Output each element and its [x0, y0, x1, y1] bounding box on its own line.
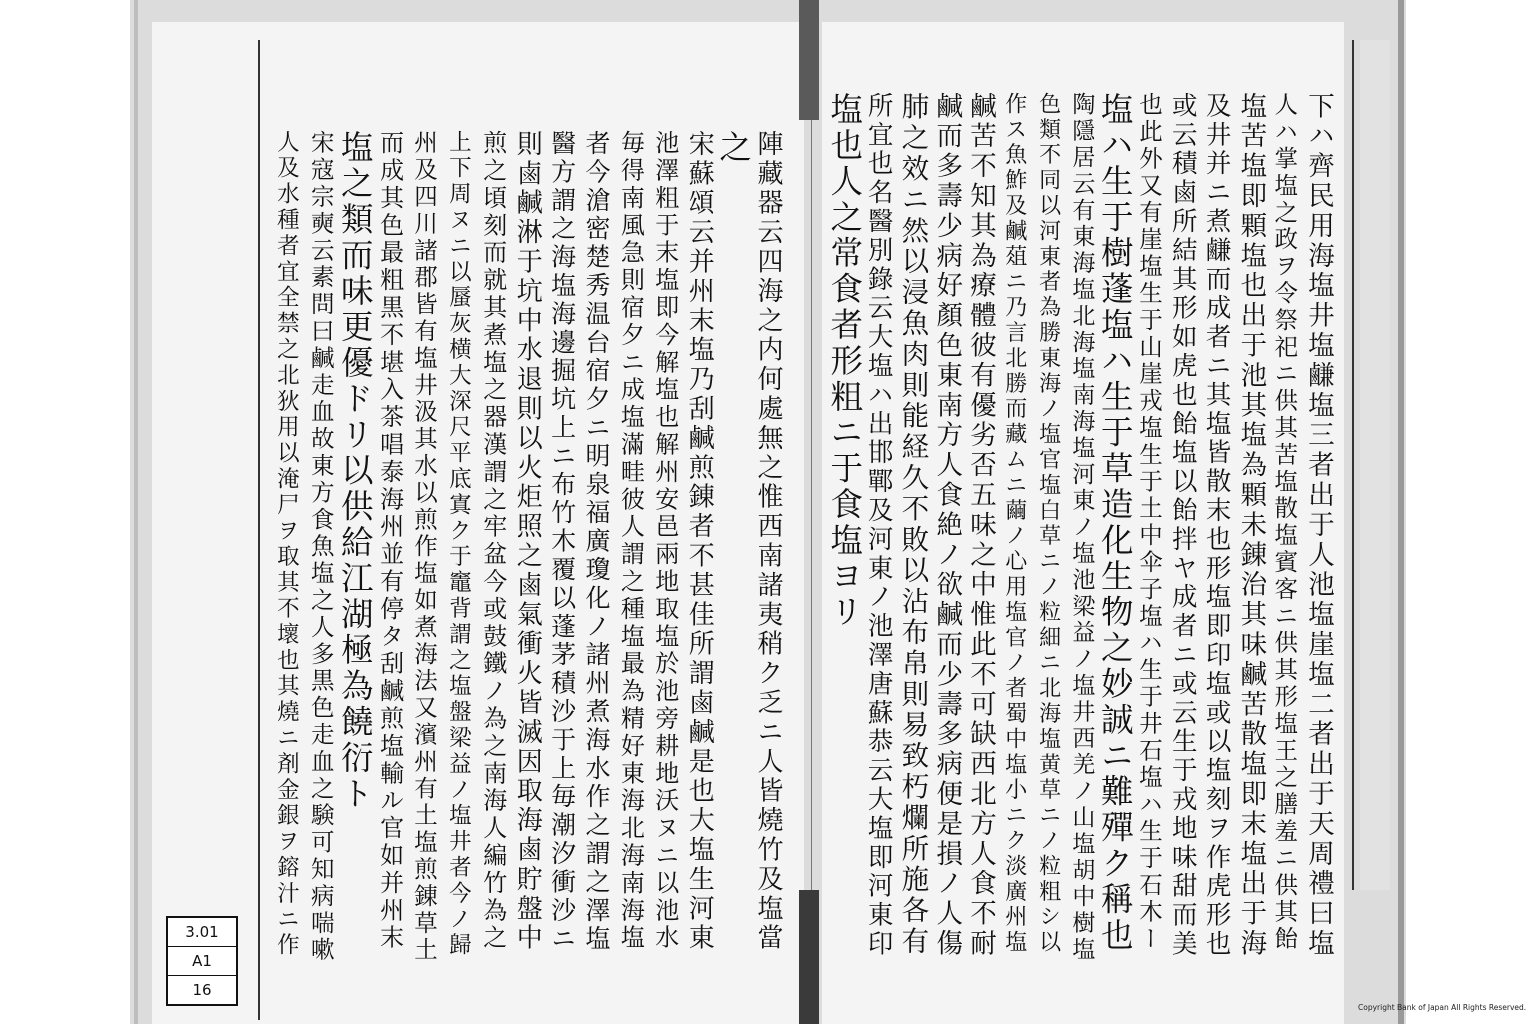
text-column: 之: [714, 130, 753, 166]
catalog-label-line: 16: [192, 981, 212, 999]
text-column: 人ハ掌塩之政ヲ令祭祀ニ供其苦塩散塩賓客ニ供其形塩王之膳羞ニ供其飴: [1270, 92, 1299, 953]
text-column: 塩ハ生于樹蓬塩ハ生于草造化生物之妙誠ニ難殫ク稱也: [1096, 92, 1135, 954]
book-edge-right: [1398, 0, 1404, 1024]
text-column: 者今滄密楚秀温台宿夕ニ明泉福廣瓊化ノ諸州煮海水作之謂之澤塩: [582, 130, 611, 954]
text-column: 作ス魚鮓及鹹葅ニ乃言北勝而藏ムニ繭ノ心用塩官ノ者蜀中塩小ニク淡廣州塩: [1001, 92, 1027, 956]
gutter-line: [811, 40, 812, 990]
text-column: 及井并ニ煮鹻而成者ニ其塩皆散末也形塩即印塩或以塩刻ヲ作虎形也: [1201, 92, 1232, 959]
text-column: 池澤粗于末塩即今解塩也解州安邑兩地取塩於池旁耕地沃ヌニ以池水: [650, 130, 679, 952]
text-column: 宋寇宗奭云素問曰鹹走血故東方食魚塩之人多黒色走血之験可知病喘嗽: [306, 130, 335, 964]
right-margin-rule: [1352, 40, 1354, 890]
text-column: 人及水種者宜全禁之北狄用以淹尸ヲ取其不壞也其燒ニ剤金銀ヲ鎔汁ニ作: [273, 130, 300, 959]
text-column: 州及四川諸郡皆有塩井汲其水以煎作塩如煮海法又濱州有土塩煎錬草土: [410, 130, 438, 964]
text-column: 煎之頃刻而就其煮塩之器漢謂之牢盆今或鼓鐵ノ為之南海人編竹為之: [478, 130, 507, 952]
text-column: 陣藏器云四海之内何處無之惟西南諸夷稍ク乏ニ人皆燒竹及塩當: [753, 130, 783, 954]
text-column: 所宜也名醫別錄云大塩ハ出邯鄲及河東ノ池澤唐蘇恭云大塩即河東印: [863, 92, 894, 959]
text-column: 塩也人之常食者形粗ニ于食塩ヨリ: [825, 92, 864, 631]
text-column: 色類不同以河東者為勝東海ノ塩官塩白草ニノ粒細ニ北海塩黄草ニノ粒粗シ以: [1035, 92, 1061, 956]
text-column: 而成其色最粗黒不堪入茶唱泰海州並有停タ刮鹹煎塩輸ル官如并州末: [375, 130, 404, 952]
text-column: 塩之類而味更優ドリ以供給江湖極為饒衍ト: [336, 130, 375, 813]
text-column: 肺之效ニ然以浸魚肉則能経久不敗以沾布帛則易致朽爛所施各有: [896, 92, 929, 958]
text-column: 宋蘇頌云并州末塩乃刮鹹煎錬者不甚佳所謂鹵鹹是也大塩生河東: [684, 130, 715, 954]
copyright-notice: Copyright Bank of Japan All Rights Reserved.: [1358, 1003, 1527, 1012]
text-column: 或云積鹵所結其形如虎也飴塩以飴拌ヤ成者ニ或云生于戎地味甜而美: [1167, 92, 1198, 959]
text-column: 上下周ヌニ以蜃灰横大深尺平底寘ク于竈背謂之塩盤梁益ノ塩井者今ノ歸: [445, 130, 472, 959]
text-column: 也此外又有崖塩生于山崖戎塩生于土中伞子塩ハ生于井石塩ハ生于石木ー: [1135, 92, 1163, 953]
catalog-label-line: A1: [168, 947, 236, 976]
text-column: 陶隱居云有東海塩北海塩南海塩河東ノ塩池梁益ノ塩井西羌ノ山塩胡中樹塩: [1068, 92, 1095, 964]
text-column: 鹹而多壽少病好顏色東南方人食絶ノ欲鹹而少壽多病便是損ノ人傷: [931, 92, 963, 960]
catalog-label-line: 3.01: [168, 918, 236, 947]
left-margin-rule: [258, 40, 260, 1020]
text-column: 醫方謂之海塩海邊掘坑上ニ布竹木覆以蓬茅積沙于上毎潮汐衝沙ニ: [547, 130, 577, 954]
text-column: 塩苦塩即顆塩也出于池其塩為顆未錬治其味鹹苦散塩即末塩出于海: [1235, 92, 1267, 960]
text-column: 下ハ齊民用海塩井塩鹻塩三者出于人池塩崖塩二者出于天周禮曰塩: [1303, 92, 1334, 960]
text-column: 毎得南風急則宿夕ニ成塩滿畦彼人謂之種塩最為精好東海北海南海塩: [616, 130, 645, 952]
book-edge-left: [134, 0, 138, 1024]
spine-bottom: [799, 890, 819, 1024]
page-shadow: [1360, 40, 1390, 890]
text-column: 鹹苦不知其為療體彼有優劣否五味之中惟此不可缺西北方人食不耐: [965, 92, 996, 960]
spine-top: [799, 0, 819, 120]
text-column: 則鹵鹹淋于坑中水退則以火炬照之鹵氣衝火皆滅因取海鹵貯盤中: [512, 130, 543, 954]
catalog-label: [166, 916, 238, 1006]
